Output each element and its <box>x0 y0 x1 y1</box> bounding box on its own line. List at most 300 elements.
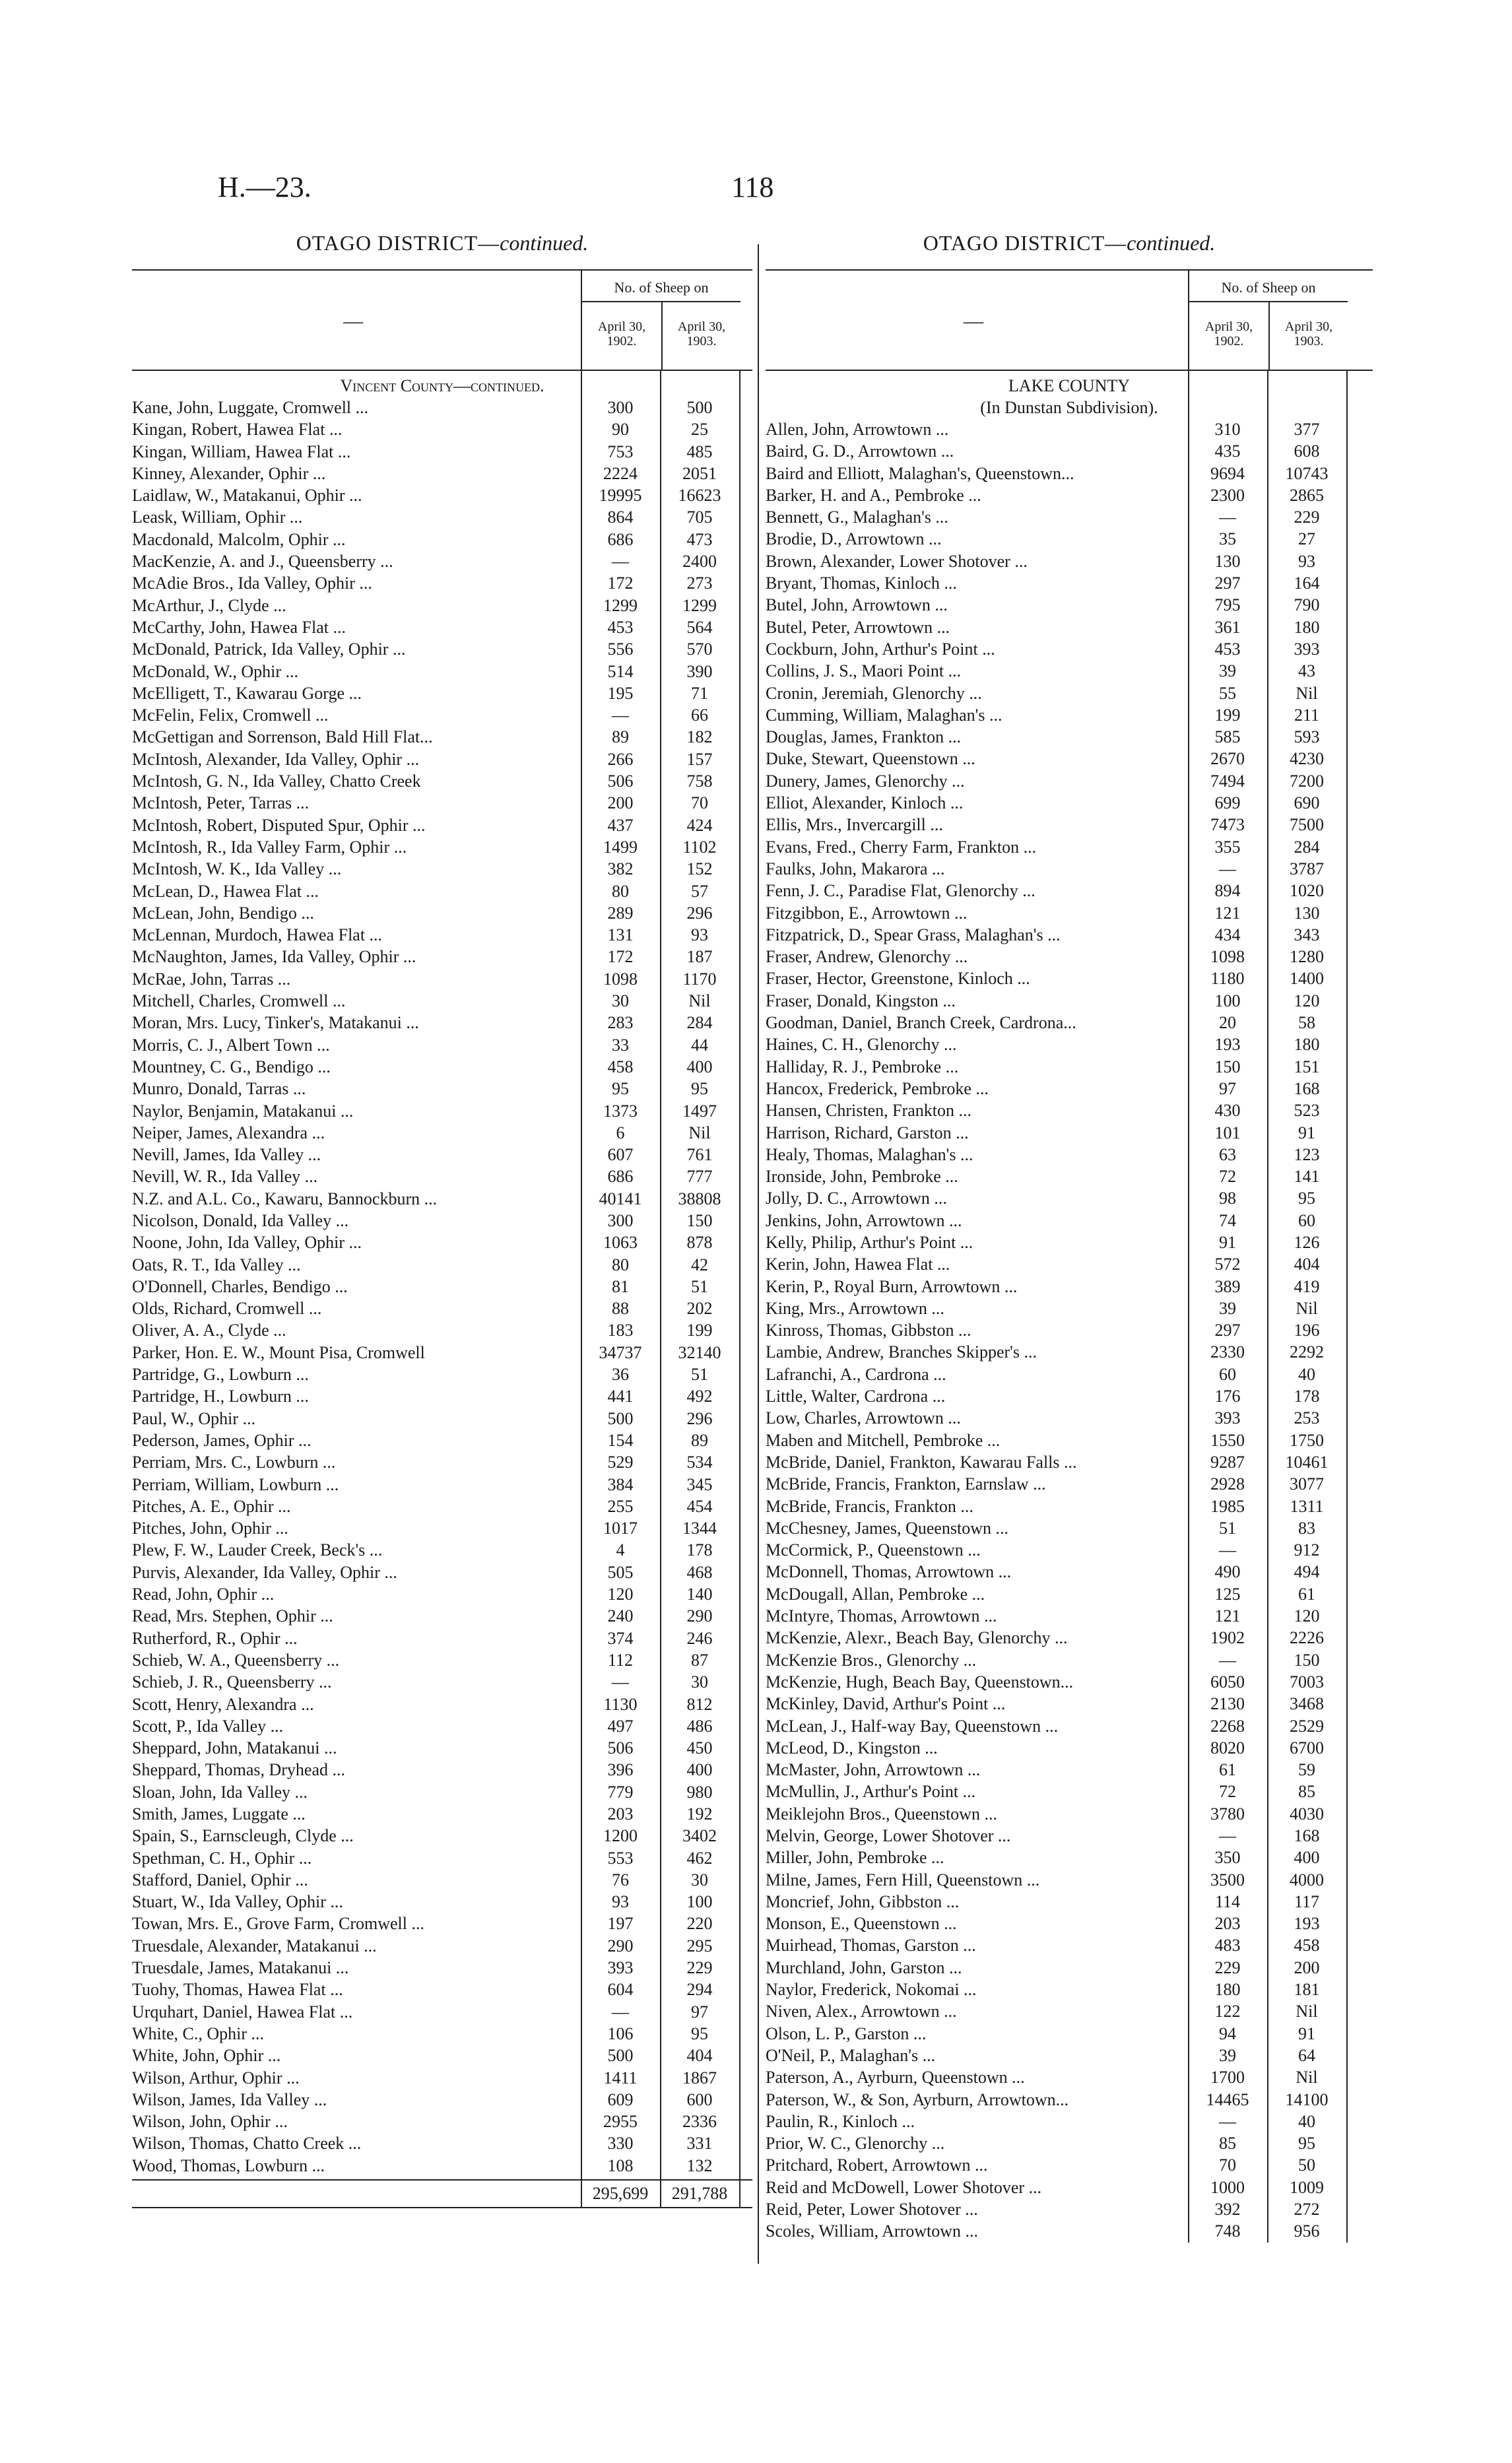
owner-name: McIntosh, Robert, Disputed Spur, Ophir ... <box>132 815 426 835</box>
sheep-1903: 345 <box>686 1474 713 1494</box>
sheep-1902: 1063 <box>603 1233 638 1253</box>
sheep-1902: 39 <box>1219 2045 1236 2065</box>
table-row <box>132 748 752 770</box>
sheep-1903: 97 <box>691 2002 708 2021</box>
owner-name: McIntyre, Thomas, Arrowtown ... <box>766 1606 997 1626</box>
sheep-1903: 2336 <box>682 2112 717 2132</box>
owner-name: Kinross, Thomas, Gibbston ... <box>766 1321 971 1340</box>
owner-name: Douglas, James, Frankton ... <box>766 727 962 747</box>
owner-name: McNaughton, James, Ida Valley, Ophir ... <box>132 947 416 967</box>
sheep-1902: 753 <box>607 442 634 461</box>
owner-name: McBride, Francis, Frankton, Earnslaw ... <box>766 1474 1046 1494</box>
sheep-1903: 200 <box>1294 1957 1320 1977</box>
sheep-1902: 40141 <box>599 1189 642 1208</box>
owner-name: Laidlaw, W., Matakanui, Ophir ... <box>132 486 362 506</box>
table-row <box>132 638 752 660</box>
table-row <box>766 1210 1373 1232</box>
sheep-1903: 178 <box>686 1540 713 1560</box>
sheep-1902: 195 <box>607 683 634 703</box>
sheep-1902: 33 <box>612 1035 629 1055</box>
table-row <box>132 770 752 792</box>
sheep-1903: 168 <box>1294 1826 1320 1845</box>
owner-name: McIntosh, W. K., Ida Valley ... <box>132 859 342 879</box>
table-row <box>132 1715 752 1737</box>
table-row <box>766 1253 1373 1275</box>
sheep-1902: 350 <box>1214 1848 1241 1868</box>
sheep-1903: 51 <box>691 1365 708 1385</box>
table-row <box>132 661 752 682</box>
owner-name: Prior, W. C., Glenorchy ... <box>766 2134 945 2153</box>
sheep-1902: 748 <box>1214 2221 1241 2241</box>
sheep-1903: 458 <box>1294 1936 1320 1955</box>
sheep-1902: 283 <box>607 1013 634 1033</box>
sheep-1903: 1102 <box>682 837 717 857</box>
table-row <box>132 814 752 836</box>
table-row <box>132 1034 752 1056</box>
sheep-1903: 3468 <box>1290 1694 1324 1714</box>
table-row <box>766 1561 1373 1583</box>
sheep-1903: 570 <box>686 640 713 659</box>
owner-name: Nevill, W. R., Ida Valley ... <box>132 1167 318 1187</box>
sheep-1902: 330 <box>607 2134 634 2153</box>
owner-name: Morris, C. J., Albert Town ... <box>132 1035 330 1055</box>
sheep-1903: 295 <box>686 1936 713 1955</box>
owner-name: Wilson, Arthur, Ophir ... <box>132 2068 300 2087</box>
sheep-1902: 1130 <box>603 1694 638 1714</box>
sheep-1902: 2300 <box>1210 485 1245 505</box>
sheep-1903: 87 <box>691 1650 708 1670</box>
owner-name: Scott, P., Ida Valley ... <box>132 1716 284 1736</box>
owner-name: McBride, Daniel, Frankton, Kawarau Falls ... <box>766 1452 1077 1472</box>
table-row <box>766 2045 1373 2066</box>
table-row <box>766 440 1373 462</box>
owner-name: Goodman, Daniel, Branch Creek, Cardrona... <box>766 1013 1076 1033</box>
table-row <box>766 2132 1373 2154</box>
table-row <box>766 990 1373 1012</box>
owner-name: Stuart, W., Ida Valley, Ophir ... <box>132 1892 343 1912</box>
table-row <box>132 1276 752 1297</box>
sheep-1903: 284 <box>1294 837 1320 857</box>
sheep-1903: 492 <box>686 1387 713 1406</box>
sheep-1902: 108 <box>607 2155 634 2175</box>
owner-name: Kingan, Robert, Hawea Flat ... <box>132 420 343 440</box>
sheep-1903: 761 <box>686 1145 713 1165</box>
owner-name: Reid and McDowell, Lower Shotover ... <box>766 2177 1042 2197</box>
sheep-1903: 593 <box>1294 727 1320 747</box>
sheep-1902: 176 <box>1214 1387 1241 1406</box>
sheep-1902: 14465 <box>1206 2089 1249 2109</box>
owner-name: Nicolson, Donald, Ida Valley ... <box>132 1210 349 1230</box>
sheep-1902: 34737 <box>599 1342 642 1362</box>
owner-name: Healy, Thomas, Malaghan's ... <box>766 1144 973 1164</box>
owner-name: Sloan, John, Ida Valley ... <box>132 1782 308 1802</box>
owner-name: Jenkins, John, Arrowtown ... <box>766 1210 962 1230</box>
owner-name: Pitches, John, Ophir ... <box>132 1519 288 1538</box>
sheep-1902: 779 <box>607 1782 634 1802</box>
owner-name: White, C., Ophir ... <box>132 2023 265 2043</box>
sheep-1903: 534 <box>686 1453 713 1472</box>
sheep-1903: 2226 <box>1290 1628 1324 1648</box>
sheep-1902: 30 <box>612 991 629 1011</box>
sheep-1902: 193 <box>1214 1035 1241 1055</box>
owner-name: Reid, Peter, Lower Shotover ... <box>766 2200 978 2219</box>
table-row <box>132 946 752 968</box>
total-1902: 295,699 <box>592 2184 649 2204</box>
table-row <box>766 594 1373 616</box>
owner-name: McGettigan and Sorrenson, Bald Hill Flat... <box>132 727 433 747</box>
table-row <box>766 2111 1373 2132</box>
sheep-1903: 600 <box>686 2089 713 2109</box>
sheep-1902: 572 <box>1214 1255 1241 1274</box>
table-row <box>766 1759 1373 1781</box>
sheep-1902: 297 <box>1214 1321 1241 1340</box>
owner-name: Spethman, C. H., Ophir ... <box>132 1848 312 1868</box>
sheep-1903: 758 <box>686 772 713 791</box>
owner-name: Little, Walter, Cardrona ... <box>766 1387 946 1406</box>
owner-name: Neiper, James, Alexandra ... <box>132 1123 325 1142</box>
table-row <box>766 924 1373 946</box>
table-row <box>132 902 752 924</box>
owner-name: Olson, L. P., Garston ... <box>766 2023 927 2043</box>
owner-name: McIntosh, R., Ida Valley Farm, Ophir ... <box>132 837 407 857</box>
sheep-1902: 97 <box>1219 1078 1236 1098</box>
sheep-1903: 450 <box>686 1738 713 1758</box>
sheep-1902: 100 <box>1214 991 1241 1010</box>
sheep-1903: 150 <box>1294 1650 1320 1670</box>
table-row <box>766 1473 1373 1495</box>
sheep-1902: — <box>1219 508 1236 527</box>
sheep-1903: 91 <box>1298 2023 1315 2043</box>
sheep-1903: 95 <box>691 1079 708 1099</box>
sheep-1902: 500 <box>607 1408 634 1428</box>
owner-name: Urquhart, Daniel, Hawea Flat ... <box>132 2002 353 2021</box>
owner-name: McKenzie Bros., Glenorchy ... <box>766 1650 977 1670</box>
sheep-1903: 140 <box>686 1585 713 1604</box>
right-title-text: OTAGO DISTRICT— <box>923 231 1127 255</box>
table-row <box>766 1166 1373 1187</box>
sheep-1903: 393 <box>1294 639 1320 659</box>
sheep-1903: 400 <box>686 1760 713 1780</box>
owner-name: McChesney, James, Queenstown ... <box>766 1518 1009 1538</box>
sheep-1902: 686 <box>607 529 634 549</box>
sheep-1903: 1497 <box>682 1101 717 1121</box>
sheep-1902: — <box>612 2002 629 2021</box>
sheep-1902: 9694 <box>1210 463 1245 483</box>
sheep-1903: 51 <box>691 1276 708 1296</box>
sheep-1902: 1499 <box>603 837 638 857</box>
table-row <box>132 1144 752 1166</box>
sheep-1902: 453 <box>1214 639 1241 659</box>
sheep-1902: 396 <box>607 1760 634 1780</box>
owner-name: McRae, John, Tarras ... <box>132 969 291 989</box>
table-row <box>766 550 1373 572</box>
table-row <box>766 2220 1373 2242</box>
owner-name: Moncrief, John, Gibbston ... <box>766 1891 960 1911</box>
sheep-1902: 434 <box>1214 925 1241 944</box>
sheep-1902: 120 <box>607 1585 634 1604</box>
table-row <box>766 463 1373 484</box>
sheep-1903: 180 <box>1294 1035 1320 1055</box>
sheep-1902: 8020 <box>1210 1738 1245 1757</box>
table-row <box>766 814 1373 836</box>
sheep-1903: 1299 <box>682 595 717 615</box>
owner-name: Macdonald, Malcolm, Ophir ... <box>132 529 346 549</box>
owner-name: McIntosh, Alexander, Ida Valley, Ophir ... <box>132 749 420 769</box>
table-row <box>132 397 752 418</box>
sheep-1902: 609 <box>607 2089 634 2109</box>
sheep-1903: 59 <box>1298 1760 1315 1780</box>
owner-name: Ellis, Mrs., Invercargill ... <box>766 815 943 835</box>
left-table-body <box>132 371 752 2208</box>
table-row <box>132 1737 752 1759</box>
sheep-1902: 453 <box>607 617 634 637</box>
owner-name: Bennett, G., Malaghan's ... <box>766 508 948 527</box>
sheep-1902: 795 <box>1214 595 1241 615</box>
sheep-1902: 607 <box>607 1145 634 1165</box>
sheep-1902: 382 <box>607 859 634 879</box>
table-row <box>132 1342 752 1363</box>
right-sheep-header-group <box>1188 271 1348 370</box>
right-table-body <box>766 371 1373 2243</box>
table-row <box>132 1693 752 1715</box>
table-row <box>766 704 1373 726</box>
owner-name: Smith, James, Luggate ... <box>132 1804 306 1823</box>
sheep-1903: 150 <box>686 1210 713 1230</box>
owner-name: Collins, J. S., Maori Point ... <box>766 661 962 681</box>
sheep-1903: 400 <box>1294 1848 1320 1868</box>
sheep-1903: 85 <box>1298 1782 1315 1802</box>
sheep-1903: 485 <box>686 442 713 461</box>
owner-name: Lambie, Andrew, Branches Skipper's ... <box>766 1342 1037 1362</box>
sheep-1903: 1750 <box>1290 1430 1324 1450</box>
sheep-1902: 55 <box>1219 683 1236 703</box>
left-section-title: Vincent County—continued. <box>340 376 544 395</box>
left-title-text: OTAGO DISTRICT— <box>296 231 500 255</box>
sheep-1902: 39 <box>1219 661 1236 681</box>
sheep-1902: 94 <box>1219 2023 1236 2043</box>
table-row <box>766 1407 1373 1429</box>
table-row <box>132 550 752 572</box>
owner-name: Cumming, William, Malaghan's ... <box>766 705 1003 725</box>
sheep-1903: 331 <box>686 2134 713 2153</box>
table-row <box>132 1517 752 1539</box>
sheep-1903: 6700 <box>1290 1738 1324 1757</box>
owner-name: Melvin, George, Lower Shotover ... <box>766 1826 1011 1845</box>
owner-name: Miller, John, Pembroke ... <box>766 1848 944 1868</box>
sheep-1903: 3402 <box>682 1826 717 1846</box>
owner-name: McBride, Francis, Frankton ... <box>766 1496 973 1516</box>
page-header <box>0 170 1512 210</box>
sheep-1902: 154 <box>607 1430 634 1450</box>
sheep-1903: 10743 <box>1285 463 1329 483</box>
owner-name: Naylor, Benjamin, Matakanui ... <box>132 1101 354 1121</box>
sheep-1902: 72 <box>1219 1782 1236 1802</box>
sheep-1903: 956 <box>1294 2221 1320 2241</box>
sheep-1902: 2955 <box>603 2112 638 2132</box>
sheep-1902: 553 <box>607 1848 634 1868</box>
left-col-1902-header: April 30, 1902. <box>597 319 646 348</box>
sheep-1902: 1098 <box>603 969 638 989</box>
sheep-1903: 152 <box>686 859 713 879</box>
sheep-1902: 393 <box>607 1958 634 1978</box>
sheep-1903: 273 <box>686 574 713 593</box>
sheep-1902: 203 <box>1214 1914 1241 1934</box>
owner-name: Ironside, John, Pembroke ... <box>766 1167 958 1187</box>
sheep-1902: 355 <box>1214 837 1241 857</box>
owner-name: McMaster, John, Arrowtown ... <box>766 1760 981 1780</box>
sheep-1902: 229 <box>1214 1957 1241 1977</box>
owner-name: McKenzie, Hugh, Beach Bay, Queenstown... <box>766 1672 1074 1691</box>
sheep-1903: 390 <box>686 661 713 681</box>
sheep-1903: Nil <box>1296 1298 1318 1318</box>
sheep-1902: 458 <box>607 1057 634 1076</box>
sheep-1902: — <box>1219 859 1236 878</box>
owner-name: Monson, E., Queenstown ... <box>766 1914 957 1934</box>
owner-name: Fraser, Hector, Greenstone, Kinloch ... <box>766 969 1030 989</box>
table-row <box>132 595 752 616</box>
owner-name: Truesdale, James, Matakanui ... <box>132 1958 349 1978</box>
table-row <box>132 1649 752 1671</box>
table-row <box>132 463 752 484</box>
sheep-1902: — <box>1219 1650 1236 1670</box>
sheep-1903: 1170 <box>682 969 717 989</box>
owner-name: Meiklejohn Bros., Queenstown ... <box>766 1804 997 1823</box>
owner-name: McKenzie, Alexr., Beach Bay, Glenorchy ... <box>766 1628 1068 1648</box>
table-row <box>132 1561 752 1583</box>
total-row <box>132 2179 752 2208</box>
table-row <box>132 1495 752 1517</box>
sheep-1903: 178 <box>1294 1387 1320 1406</box>
left-sheep-header-group <box>581 271 740 370</box>
table-row <box>132 836 752 858</box>
sheep-1903: 70 <box>691 793 708 813</box>
owner-name: Wilson, Thomas, Chatto Creek ... <box>132 2134 362 2153</box>
right-col-1902-header: April 30, 1902. <box>1204 319 1253 348</box>
owner-name: Paterson, W., & Son, Ayrburn, Arrowtown... <box>766 2089 1069 2109</box>
owner-name: McArthur, J., Clyde ... <box>132 595 286 615</box>
page-number: 118 <box>731 171 774 203</box>
owner-name: Elliot, Alexander, Kinloch ... <box>766 793 964 813</box>
table-row <box>766 1583 1373 1605</box>
sheep-1902: 125 <box>1214 1584 1241 1604</box>
table-row <box>132 572 752 594</box>
owner-name: MacKenzie, A. and J., Queensberry ... <box>132 552 393 572</box>
table-row <box>132 616 752 638</box>
owner-name: O'Neil, P., Malaghan's ... <box>766 2045 936 2065</box>
owner-name: Mitchell, Charles, Cromwell ... <box>132 991 346 1011</box>
table-row <box>132 1474 752 1495</box>
sheep-1903: 193 <box>1294 1914 1320 1934</box>
sheep-1903: 7200 <box>1290 771 1324 791</box>
sheep-1903: Nil <box>1296 2002 1318 2021</box>
sheep-1902: 19995 <box>599 486 642 506</box>
sheep-1902: 98 <box>1219 1189 1236 1208</box>
owner-name: McDonnell, Thomas, Arrowtown ... <box>766 1562 1012 1582</box>
table-row <box>132 2001 752 2023</box>
sheep-1902: 36 <box>612 1365 629 1385</box>
owner-name: Schieb, J. R., Queensberry ... <box>132 1672 332 1692</box>
owner-name: Bryant, Thomas, Kinloch ... <box>766 574 957 593</box>
right-col-1903-header: April 30, 1903. <box>1268 301 1348 370</box>
table-row <box>132 1451 752 1473</box>
table-row <box>766 638 1373 660</box>
owner-name: Wood, Thomas, Lowburn ... <box>132 2155 325 2175</box>
sheep-1903: 120 <box>1294 991 1320 1010</box>
table-row <box>132 792 752 814</box>
owner-name: Sheppard, John, Matakanui ... <box>132 1738 337 1758</box>
sheep-1903: 454 <box>686 1496 713 1516</box>
sheep-1903: 705 <box>686 508 713 527</box>
table-row <box>132 418 752 440</box>
sheep-1902: 200 <box>607 793 634 813</box>
sheep-1903: 89 <box>691 1430 708 1450</box>
table-row <box>766 660 1373 682</box>
table-row <box>766 1385 1373 1407</box>
sheep-1902: 1017 <box>603 1519 638 1538</box>
sheep-1903: 296 <box>686 1408 713 1428</box>
sheep-1902: 1550 <box>1210 1430 1245 1450</box>
table-row <box>766 616 1373 638</box>
sheep-1903: 4000 <box>1290 1870 1324 1889</box>
sheep-1902: 121 <box>1214 903 1241 923</box>
sheep-1903: 64 <box>1298 2045 1315 2065</box>
sheep-1903: 91 <box>1298 1123 1315 1142</box>
right-section-title: LAKE COUNTY <box>1008 376 1131 395</box>
table-row <box>766 2177 1373 2198</box>
table-row <box>132 1935 752 1957</box>
owner-name: McLennan, Murdoch, Hawea Flat ... <box>132 925 383 945</box>
sheep-1903: 58 <box>1298 1013 1315 1033</box>
table-row <box>766 1341 1373 1363</box>
table-row <box>766 1100 1373 1121</box>
table-row <box>132 506 752 528</box>
sheep-1903: 83 <box>1298 1518 1315 1538</box>
owner-name: Pederson, James, Ophir ... <box>132 1430 312 1450</box>
owner-name: Kingan, William, Hawea Flat ... <box>132 442 351 461</box>
sheep-1902: — <box>1219 2111 1236 2131</box>
sheep-1903: 1311 <box>1290 1496 1324 1516</box>
owner-name: Spain, S., Earnscleugh, Clyde ... <box>132 1826 354 1846</box>
table-row <box>766 1056 1373 1078</box>
table-row <box>132 1671 752 1693</box>
table-row <box>132 441 752 463</box>
sheep-1902: 1985 <box>1210 1496 1245 1516</box>
owner-name: Munro, Donald, Tarras ... <box>132 1079 306 1099</box>
sheep-1903: 27 <box>1298 529 1315 549</box>
sheep-1902: 6050 <box>1210 1672 1245 1691</box>
sheep-1902: — <box>612 1672 629 1692</box>
sheep-1902: 72 <box>1219 1167 1236 1187</box>
owner-name: Brown, Alexander, Lower Shotover ... <box>766 551 1028 571</box>
owner-name: Muirhead, Thomas, Garston ... <box>766 1936 976 1955</box>
owner-name: Scoles, William, Arrowtown ... <box>766 2221 979 2241</box>
sheep-1903: 3077 <box>1290 1474 1324 1494</box>
sheep-1902: 441 <box>607 1387 634 1406</box>
table-row <box>132 880 752 902</box>
sheep-1903: 199 <box>686 1321 713 1340</box>
owner-name: McMullin, J., Arthur's Point ... <box>766 1782 976 1802</box>
sheep-1902: 506 <box>607 772 634 791</box>
sheep-1902: 374 <box>607 1628 634 1648</box>
sheep-1902: 1200 <box>603 1826 638 1846</box>
sheep-1903: 38808 <box>678 1189 721 1208</box>
table-row <box>132 1781 752 1803</box>
sheep-1902: 2224 <box>603 463 638 483</box>
table-row <box>132 1254 752 1276</box>
sheep-1903: 2400 <box>682 552 717 572</box>
table-row <box>766 528 1373 550</box>
table-row <box>766 902 1373 924</box>
